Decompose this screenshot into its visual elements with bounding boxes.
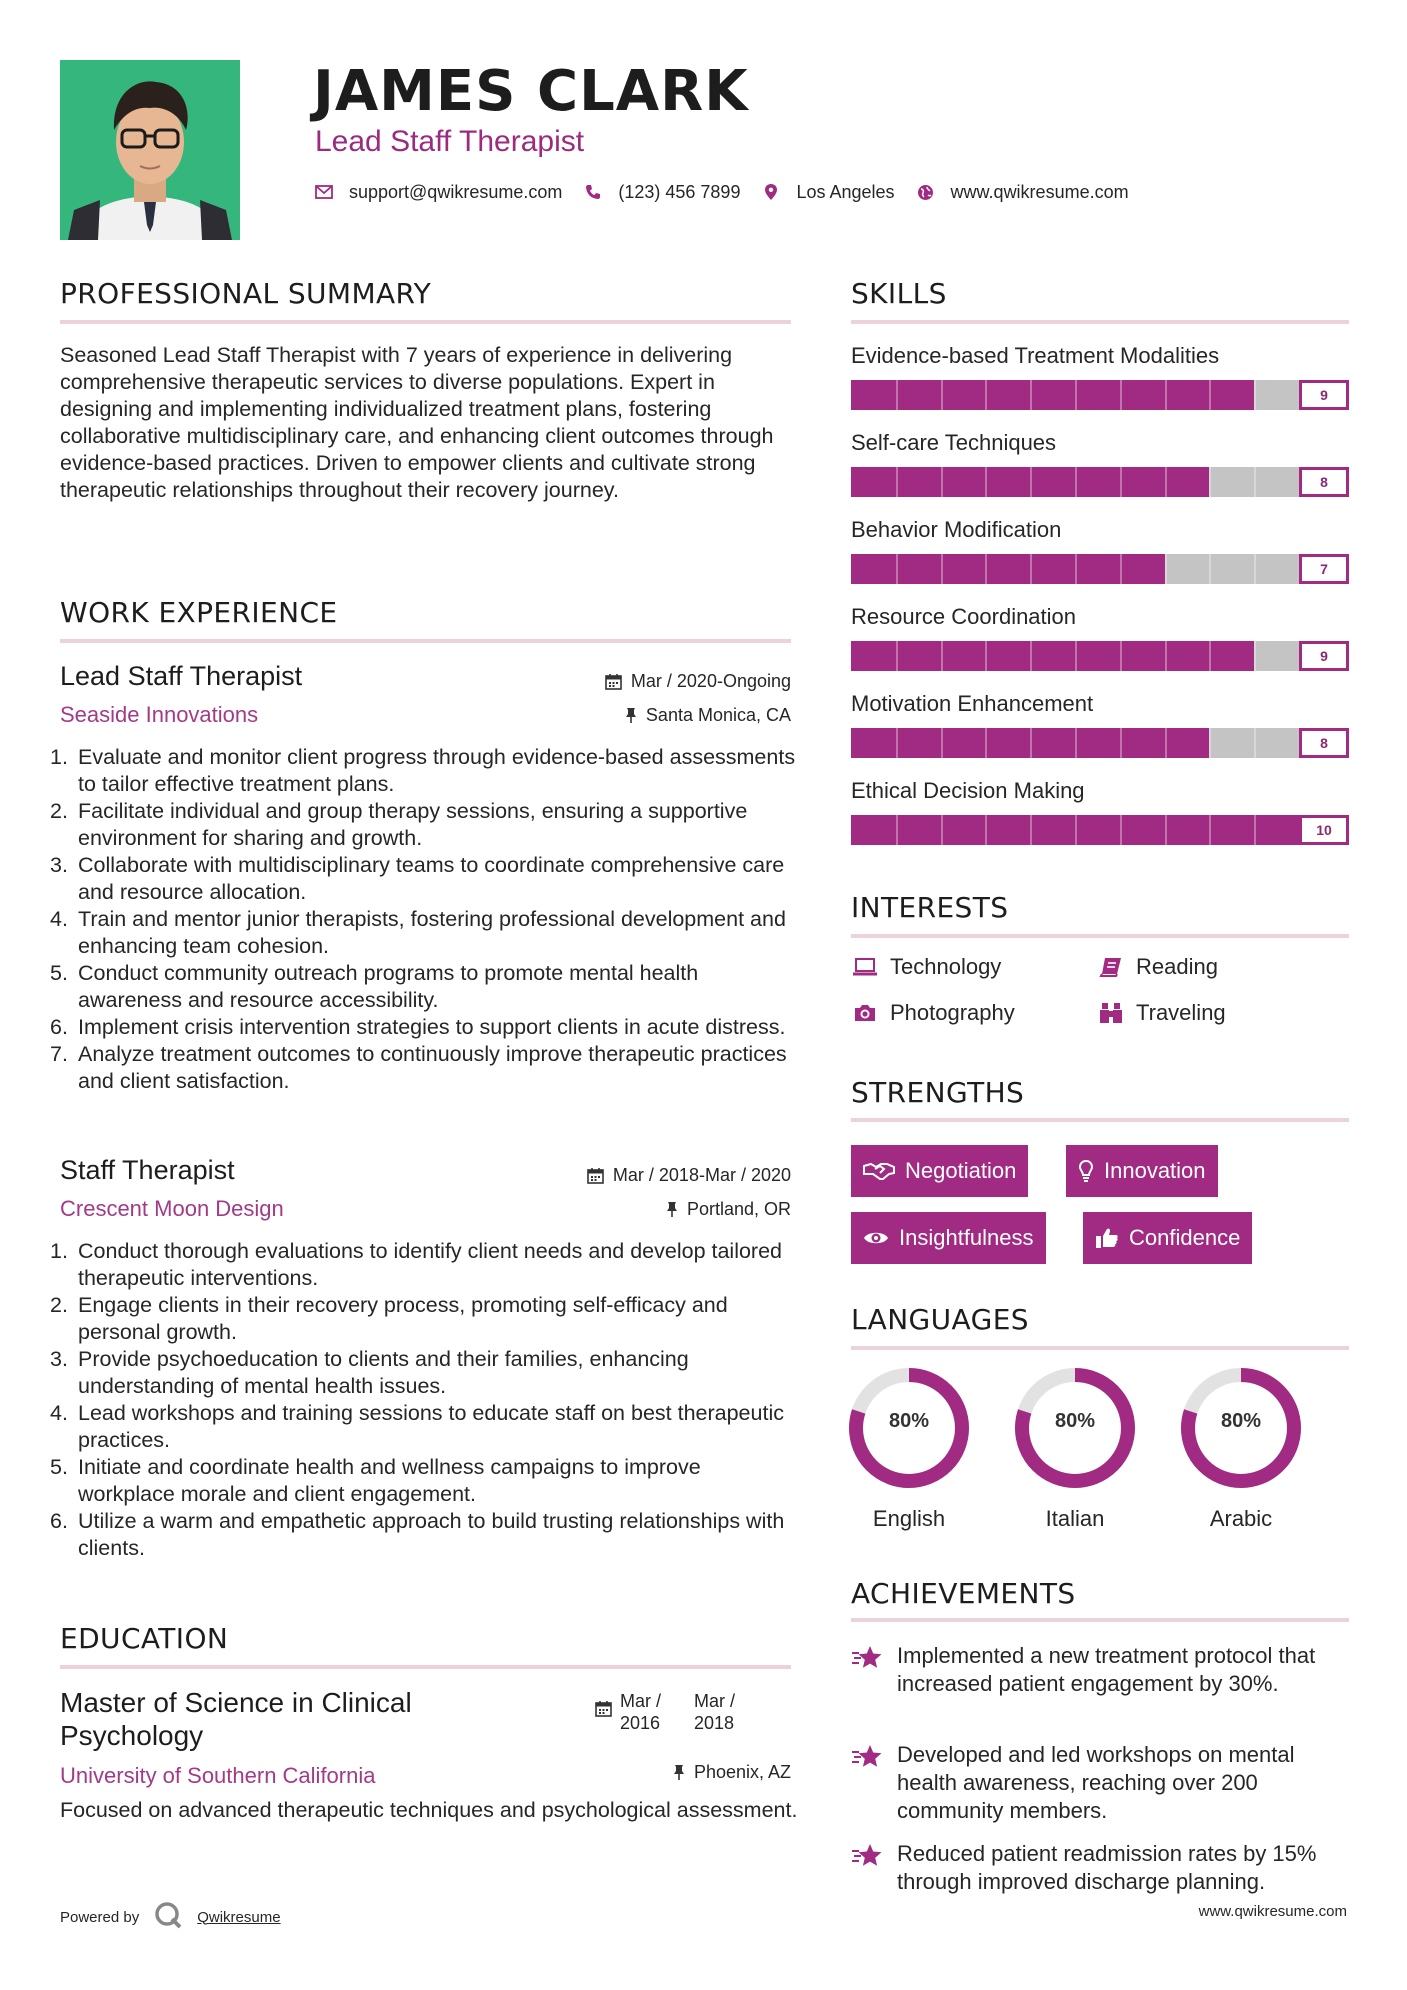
skill-bar-segment <box>1075 728 1077 758</box>
qwikresume-link[interactable]: Qwikresume <box>197 1908 281 1926</box>
skill-level-badge: 8 <box>1299 728 1349 758</box>
skill-bar-segment <box>1254 728 1256 758</box>
job-duty-item <box>50 1454 800 1508</box>
skill-bar-segment <box>1120 641 1122 671</box>
skill-name: Resource Coordination <box>851 604 1077 629</box>
interest-item <box>851 1000 1015 1026</box>
job-dates <box>605 669 791 693</box>
skill-bar-segment <box>1030 641 1032 671</box>
job-duty-text: Utilize a warm and empathetic approach to build trusting relationships with clients. <box>78 1509 785 1560</box>
star-icon <box>851 1743 885 1825</box>
education-start: Mar / 2016 <box>620 1691 662 1733</box>
list-number: 6. <box>50 1509 68 1533</box>
skill-bar-segment <box>1075 467 1077 497</box>
job-duty-text: Lead workshops and training sessions to educate staff on best therapeutic practices. <box>78 1401 784 1452</box>
job-dates-text: Mar / 2020-Ongoing <box>630 671 791 691</box>
strength-tag <box>851 1212 1046 1264</box>
skill-bar-segment <box>1165 641 1167 671</box>
language-name: English <box>872 1506 946 1531</box>
school-name: University of Southern California <box>60 1763 376 1788</box>
skill-bar-segment <box>985 467 987 497</box>
skill-bar-segment <box>985 815 987 845</box>
skill-name: Ethical Decision Making <box>851 778 1085 803</box>
skill-bar-segment <box>1165 380 1167 410</box>
skill-bar-segment <box>1209 641 1211 671</box>
skill-bar-segment <box>896 554 898 584</box>
interest-item <box>1097 1000 1226 1026</box>
star-icon <box>851 1842 885 1896</box>
job-duty-text: Provide psychoeducation to clients and their families, enhancing understanding of mental health issues. <box>78 1347 689 1398</box>
list-number: 1. <box>50 1239 68 1263</box>
skill-level-badge: 9 <box>1299 380 1349 410</box>
language-percent: 80% <box>1220 1410 1262 1432</box>
skill-bar-segment <box>1254 554 1256 584</box>
education-end: Mar / 2018 <box>694 1691 736 1733</box>
profile-photo <box>60 60 240 240</box>
lightbulb-icon <box>1078 1159 1094 1183</box>
interest-item <box>851 954 1001 980</box>
skill-bar-segment <box>941 641 943 671</box>
list-number: 5. <box>50 1455 68 1479</box>
section-title-education: EDUCATION <box>60 1622 229 1655</box>
achievement-item <box>851 1741 1356 1825</box>
candidate-role: Lead Staff Therapist <box>315 125 585 158</box>
skill-bar-segment <box>896 641 898 671</box>
skill-level-bar <box>851 467 1349 497</box>
eye-icon <box>863 1229 889 1247</box>
job-duty-item <box>50 906 800 960</box>
section-title-interests: INTERESTS <box>851 891 1009 924</box>
skill-bar-segment <box>896 467 898 497</box>
laptop-icon <box>851 955 879 979</box>
contact-email[interactable]: support@qwikresume.com <box>349 181 563 202</box>
skill-bar-segment <box>1120 380 1122 410</box>
book-icon <box>1097 955 1125 979</box>
skill-level-bar <box>851 380 1349 410</box>
job-location-text: Santa Monica, CA <box>645 705 791 725</box>
skill-bar-segment <box>1075 380 1077 410</box>
calendar-icon <box>587 1167 604 1184</box>
section-divider <box>851 320 1349 324</box>
skill-bar-segment <box>1209 380 1211 410</box>
binoculars-icon <box>1097 1001 1125 1025</box>
achievement-item <box>851 1642 1356 1698</box>
skill-bar-segment <box>1165 728 1167 758</box>
skill-name: Evidence-based Treatment Modalities <box>851 343 1220 368</box>
job-duty-text: Conduct thorough evaluations to identify client needs and develop tailored therapeutic interventions. <box>78 1239 783 1290</box>
achievement-item <box>851 1840 1356 1896</box>
language-item <box>1179 1366 1303 1532</box>
contact-bar <box>315 178 1151 206</box>
pushpin-icon <box>673 1764 685 1781</box>
section-title-work: WORK EXPERIENCE <box>60 596 338 629</box>
contact-phone[interactable]: (123) 456 7899 <box>618 181 741 202</box>
skill-bar-segment <box>1209 554 1211 584</box>
interest-label: Technology <box>890 954 1002 979</box>
qwikresume-logo-icon <box>153 1900 183 1934</box>
list-number: 3. <box>50 853 68 877</box>
job-duty-text: Train and mentor junior therapists, fostering professional development and enhancing team cohesion. <box>78 907 786 958</box>
skill-level-fill <box>851 554 1165 584</box>
section-title-strengths: STRENGTHS <box>851 1076 1025 1109</box>
job-duty-item <box>50 852 800 906</box>
interest-label: Traveling <box>1136 1000 1226 1025</box>
job-duty-item <box>50 1508 800 1562</box>
camera-icon <box>851 1001 879 1025</box>
job-duty-text: Analyze treatment outcomes to continuously improve therapeutic practices and client satisfaction. <box>78 1042 787 1093</box>
section-divider <box>60 639 791 643</box>
handshake-icon <box>863 1161 895 1181</box>
job-duty-item <box>50 1292 800 1346</box>
skill-level-badge: 10 <box>1299 815 1349 845</box>
section-divider <box>851 1618 1349 1622</box>
section-title-summary: PROFESSIONAL SUMMARY <box>60 277 432 310</box>
interest-label: Photography <box>890 1000 1015 1025</box>
language-percent: 80% <box>1054 1410 1096 1432</box>
job-title: Lead Staff Therapist <box>60 661 303 691</box>
skill-bar-segment <box>1030 815 1032 845</box>
strength-tag <box>851 1145 1028 1197</box>
job-duty-item <box>50 1400 800 1454</box>
skill-bar-segment <box>1209 815 1211 845</box>
skill-bar-segment <box>1165 467 1167 497</box>
job-company: Crescent Moon Design <box>60 1196 284 1221</box>
skill-bar-segment <box>1075 554 1077 584</box>
skill-bar-segment <box>1120 467 1122 497</box>
skill-bar-segment <box>896 815 898 845</box>
skill-level-fill <box>851 380 1254 410</box>
list-number: 4. <box>50 1401 68 1425</box>
skill-bar-segment <box>1165 815 1167 845</box>
list-number: 4. <box>50 907 68 931</box>
job-duty-item <box>50 1014 800 1041</box>
pushpin-icon <box>625 707 637 724</box>
strength-label: Confidence <box>1129 1225 1241 1250</box>
skill-bar-segment <box>1254 641 1256 671</box>
section-divider <box>851 1118 1349 1122</box>
job-duty-text: Evaluate and monitor client progress through evidence-based assessments to tailor effective treatment plans. <box>78 745 796 796</box>
skill-bar-segment <box>985 641 987 671</box>
map-pin-icon <box>762 183 780 201</box>
skill-level-badge: 8 <box>1299 467 1349 497</box>
job-duty-text: Collaborate with multidisciplinary teams to coordinate comprehensive care and resource allocation. <box>78 853 785 904</box>
strength-tag <box>1083 1212 1252 1264</box>
education-location <box>673 1760 791 1784</box>
skill-bar-segment <box>941 467 943 497</box>
skill-bar-segment <box>1030 380 1032 410</box>
skill-bar-segment <box>985 554 987 584</box>
strength-label: Innovation <box>1104 1158 1206 1183</box>
skill-bar-segment <box>896 380 898 410</box>
globe-icon <box>917 183 935 201</box>
skill-bar-segment <box>1209 728 1211 758</box>
list-number: 3. <box>50 1347 68 1371</box>
skill-bar-segment <box>985 728 987 758</box>
interest-label: Reading <box>1136 954 1218 979</box>
job-location-text: Portland, OR <box>686 1199 791 1219</box>
summary-text: Seasoned Lead Staff Therapist with 7 years of experience in delivering comprehensive therapeutic services to diverse populations. Expert in designing and implementing individualized treatment plans, fostering collaborative multidisciplinary care, and enhancing client outcomes through evidence-based practices. Driven to empower clients and cultivate strong therapeutic relationships throughout their recovery journey. <box>60 343 774 502</box>
powered-by <box>60 1900 281 1934</box>
section-divider <box>851 1346 1349 1350</box>
language-item <box>847 1366 971 1532</box>
skill-bar-segment <box>1075 815 1077 845</box>
skill-level-bar <box>851 554 1349 584</box>
job-dates <box>587 1163 791 1187</box>
job-duty-item <box>50 1238 800 1292</box>
job-duties-list <box>50 744 800 1095</box>
calendar-icon <box>605 673 622 690</box>
skill-bar-segment <box>941 815 943 845</box>
interest-item <box>1097 954 1218 980</box>
achievement-text: Reduced patient readmission rates by 15% through improved discharge planning. <box>897 1841 1317 1894</box>
skill-bar-segment <box>1254 815 1256 845</box>
list-number: 1. <box>50 745 68 769</box>
calendar-icon <box>595 1700 612 1734</box>
job-duty-text: Engage clients in their recovery process, promoting self-efficacy and personal growth. <box>78 1293 728 1344</box>
job-duty-item <box>50 744 800 798</box>
job-duty-text: Conduct community outreach programs to promote mental health awareness and resource accessibility. <box>78 961 699 1012</box>
job-duty-item <box>50 798 800 852</box>
skill-bar-segment <box>941 728 943 758</box>
achievement-text: Implemented a new treatment protocol that increased patient engagement by 30%. <box>897 1643 1316 1696</box>
contact-website[interactable]: www.qwikresume.com <box>950 181 1129 202</box>
skill-bar-segment <box>896 728 898 758</box>
language-name: Arabic <box>1209 1506 1273 1531</box>
skill-bar-segment <box>1165 554 1167 584</box>
contact-location: Los Angeles <box>796 181 895 202</box>
skill-bar-segment <box>1254 380 1256 410</box>
skill-bar-segment <box>1030 554 1032 584</box>
strength-tag <box>1066 1145 1218 1197</box>
powered-by-label: Powered by <box>60 1908 140 1926</box>
section-title-achievements: ACHIEVEMENTS <box>851 1577 1076 1610</box>
education-description: Focused on advanced therapeutic techniques and psychological assessment. <box>60 1798 798 1822</box>
job-duty-item <box>50 1346 800 1400</box>
skill-level-fill <box>851 815 1349 845</box>
skill-level-fill <box>851 641 1254 671</box>
pushpin-icon <box>666 1201 678 1218</box>
skill-level-bar <box>851 641 1349 671</box>
language-item <box>1013 1366 1137 1532</box>
skill-bar-segment <box>1030 728 1032 758</box>
skill-bar-segment <box>941 380 943 410</box>
degree-title: Master of Science in Clinical Psychology <box>60 1687 412 1751</box>
education-location-text: Phoenix, AZ <box>693 1762 791 1782</box>
skill-bar-segment <box>1120 554 1122 584</box>
job-location <box>666 1197 791 1221</box>
skill-bar-segment <box>1209 467 1211 497</box>
job-duty-item <box>50 960 800 1014</box>
job-location <box>625 703 791 727</box>
skill-bar-segment <box>941 554 943 584</box>
education-dates <box>595 1690 768 1734</box>
job-duty-item <box>50 1041 800 1095</box>
language-name: Italian <box>1045 1506 1105 1531</box>
phone-icon <box>584 183 602 201</box>
job-company: Seaside Innovations <box>60 702 259 727</box>
list-number: 2. <box>50 1293 68 1317</box>
skill-name: Self-care Techniques <box>851 430 1057 455</box>
job-duty-text: Facilitate individual and group therapy sessions, ensuring a supportive environment for sharing and growth. <box>78 799 748 850</box>
section-title-languages: LANGUAGES <box>851 1303 1029 1336</box>
star-icon <box>851 1644 885 1698</box>
achievement-text: Developed and led workshops on mental health awareness, reaching over 200 community members. <box>897 1742 1295 1823</box>
section-divider <box>851 934 1349 938</box>
skill-level-bar <box>851 815 1349 845</box>
job-duty-text: Implement crisis intervention strategies to support clients in acute distress. <box>78 1015 786 1039</box>
skill-bar-segment <box>1120 815 1122 845</box>
skill-bar-segment <box>1075 641 1077 671</box>
skill-bar-segment <box>1030 467 1032 497</box>
list-number: 5. <box>50 961 68 985</box>
skill-name: Motivation Enhancement <box>851 691 1094 716</box>
job-dates-text: Mar / 2018-Mar / 2020 <box>612 1165 791 1185</box>
skill-level-bar <box>851 728 1349 758</box>
envelope-icon <box>315 183 333 201</box>
list-number: 2. <box>50 799 68 823</box>
section-divider <box>60 320 791 324</box>
job-title: Staff Therapist <box>60 1155 235 1185</box>
list-number: 7. <box>50 1042 68 1066</box>
skill-level-badge: 9 <box>1299 641 1349 671</box>
thumbs-up-icon <box>1095 1227 1119 1249</box>
section-title-skills: SKILLS <box>851 277 947 310</box>
candidate-name: JAMES CLARK <box>313 59 749 124</box>
skill-bar-segment <box>985 380 987 410</box>
section-divider <box>60 1665 791 1669</box>
list-number: 6. <box>50 1015 68 1039</box>
strength-label: Negotiation <box>905 1158 1017 1183</box>
footer-website[interactable]: www.qwikresume.com <box>1198 1903 1347 1920</box>
strength-label: Insightfulness <box>899 1225 1034 1250</box>
skill-level-badge: 7 <box>1299 554 1349 584</box>
job-duty-text: Initiate and coordinate health and wellness campaigns to improve workplace morale and client engagement. <box>78 1455 701 1506</box>
skill-bar-segment <box>1254 467 1256 497</box>
job-duties-list <box>50 1238 800 1562</box>
language-percent: 80% <box>888 1410 930 1432</box>
skill-bar-segment <box>1120 728 1122 758</box>
skill-name: Behavior Modification <box>851 517 1062 542</box>
